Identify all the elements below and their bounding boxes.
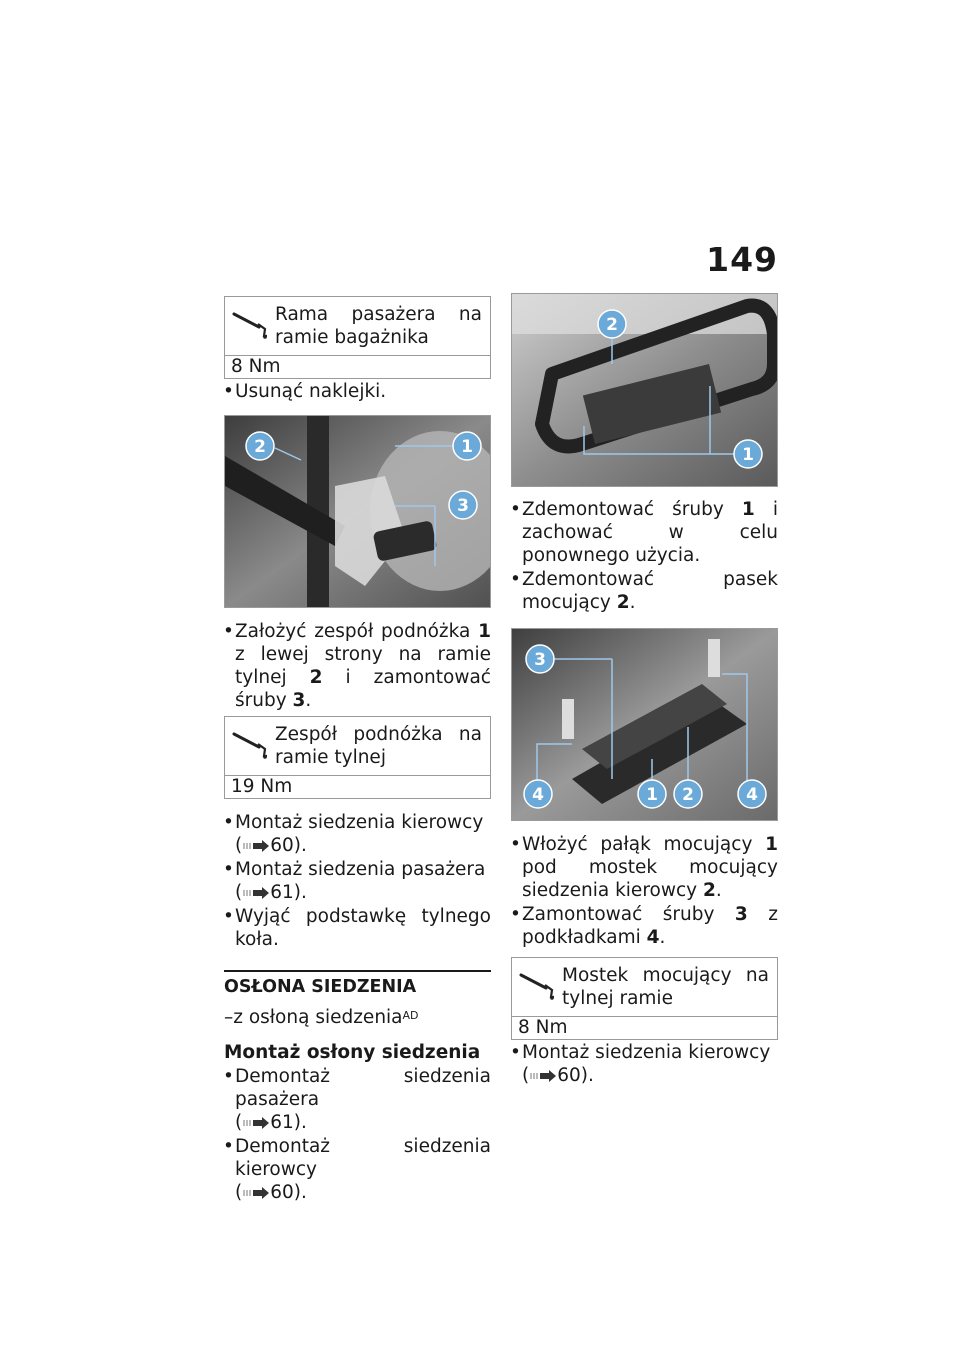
page-ref[interactable]: 61	[270, 1112, 294, 1133]
torque-box-bridge	[511, 957, 778, 1040]
step-install-rider-seat: • Montaż siedzenia kierowcy ( 60).	[511, 1041, 778, 1087]
callout-2: 2	[606, 315, 618, 335]
torque-label: Rama pasażera na ramie bagażnika	[275, 304, 482, 348]
step-insert-bracket: • Włożyć pałąk mocujący 1 pod mostek mocujący siedzenia kierowcy 2.	[511, 833, 778, 902]
step-install-footrest: • Założyć zespół podnóżka 1 z lewej strony na ramie tylnej 2 i zamontować śruby 3.	[224, 620, 491, 712]
page-number: 149	[706, 240, 778, 279]
torque-value: 8 Nm	[512, 1016, 777, 1039]
torque-value: 19 Nm	[225, 775, 490, 798]
callout-3: 3	[457, 496, 469, 516]
figure-footrest	[224, 415, 491, 608]
step-remove-strap: • Zdemontować pasek mocujący 2.	[511, 568, 778, 614]
callout-1: 1	[461, 437, 473, 457]
figure-strap	[511, 293, 778, 487]
variant-note: –z osłoną siedzenia$^{AD}$	[224, 1007, 419, 1028]
torque-label: Zespół podnóżka na ramie tylnej	[275, 724, 482, 768]
callout-1: 1	[646, 785, 658, 805]
figure-bracket	[511, 628, 778, 821]
callout-1: 1	[742, 445, 754, 465]
callout-4: 4	[532, 785, 544, 805]
torque-label: Mostek mocujący na tylnej ramie	[562, 965, 769, 1009]
right-column	[511, 293, 778, 1088]
page-ref-arrow-icon	[242, 886, 270, 900]
page-ref[interactable]: 61	[270, 882, 294, 903]
left-column	[224, 293, 491, 1205]
step-remove-wheel-stand: • Wyjąć podstawkę tylnego koła.	[224, 905, 491, 951]
torque-wrench-icon	[231, 303, 275, 349]
page-ref-arrow-icon	[529, 1069, 557, 1083]
step-remove-passenger-seat: • Demontaż siedzenia pasażera ( 61).	[224, 1065, 491, 1134]
page-ref-arrow-icon	[242, 1116, 270, 1130]
page-ref-arrow-icon	[242, 839, 270, 853]
torque-wrench-icon	[231, 723, 275, 769]
step-install-passenger-seat: • Montaż siedzenia pasażera ( 61).	[224, 858, 491, 904]
page-ref[interactable]: 60	[557, 1065, 581, 1086]
callout-3: 3	[534, 650, 546, 670]
page-ref-arrow-icon	[242, 1186, 270, 1200]
page-ref[interactable]: 60	[270, 1182, 294, 1203]
step-install-rider-seat: • Montaż siedzenia kierowcy ( 60).	[224, 811, 491, 857]
torque-wrench-icon	[518, 964, 562, 1010]
callout-2: 2	[682, 785, 694, 805]
step-remove-screws: • Zdemontować śruby 1 i zachować w celu ponownego użycia.	[511, 498, 778, 567]
step-install-screws: • Zamontować śruby 3 z podkładkami 4.	[511, 903, 778, 949]
section-title: OSŁONA SIEDZENIA	[224, 970, 491, 999]
torque-value: 8 Nm	[225, 355, 490, 378]
callout-2: 2	[254, 437, 266, 457]
torque-box-footrest	[224, 716, 491, 799]
subheading: Montaż osłony siedzenia	[224, 1042, 481, 1063]
callout-4: 4	[746, 785, 758, 805]
step-remove-rider-seat: • Demontaż siedzenia kierowcy ( 60).	[224, 1135, 491, 1204]
step-remove-stickers: • Usunąć naklejki.	[224, 380, 491, 403]
page-ref[interactable]: 60	[270, 835, 294, 856]
torque-box-rear-frame	[224, 296, 491, 379]
